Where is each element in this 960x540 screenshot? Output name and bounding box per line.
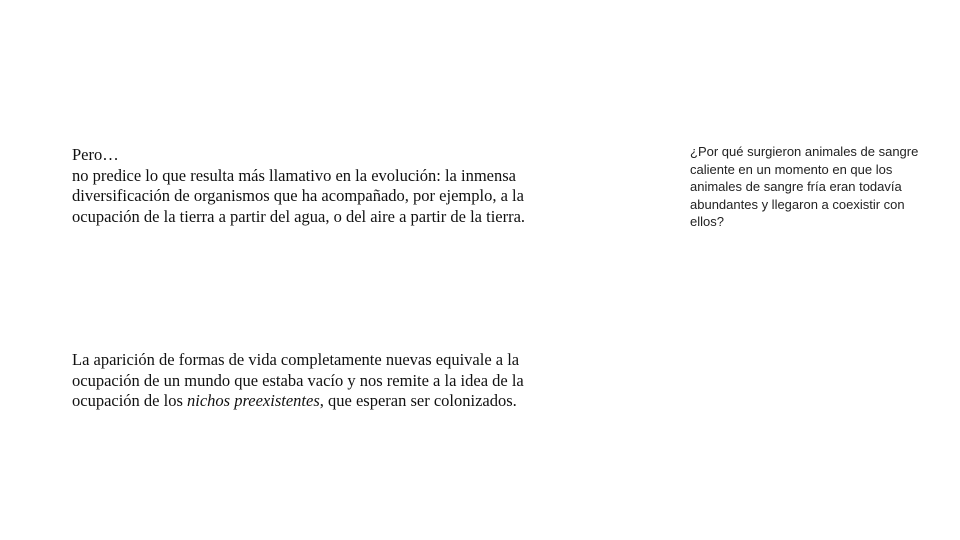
second-paragraph: [72, 350, 572, 412]
first-paragraph: no predice lo que resulta más llamativo en la evolución: la inmensa diversificación de organismos que ha acompañado, por ejemplo, a la ocupación de la tierra a partir del agua, o del aire a partir de la tierra.: [72, 165, 526, 226]
side-note-question: ¿Por qué surgieron animales de sangre caliente en un momento en que los animales de sangre fría eran todavía abundantes y llegaron a coexistir con ellos?: [690, 144, 919, 229]
second-text-block: [72, 350, 572, 412]
second-paragraph-emphasis: nichos preexistentes: [187, 391, 320, 410]
second-paragraph-start: La aparición de formas de vida completamente nuevas equivale a la ocupación de un mundo que estaba vacío y nos remite a la idea de la ocupación de los: [72, 350, 524, 410]
intro-word: Pero…: [72, 145, 119, 164]
side-note: [690, 143, 930, 231]
second-paragraph-end: , que esperan ser colonizados.: [319, 391, 517, 410]
intro-text-block: [72, 145, 572, 227]
